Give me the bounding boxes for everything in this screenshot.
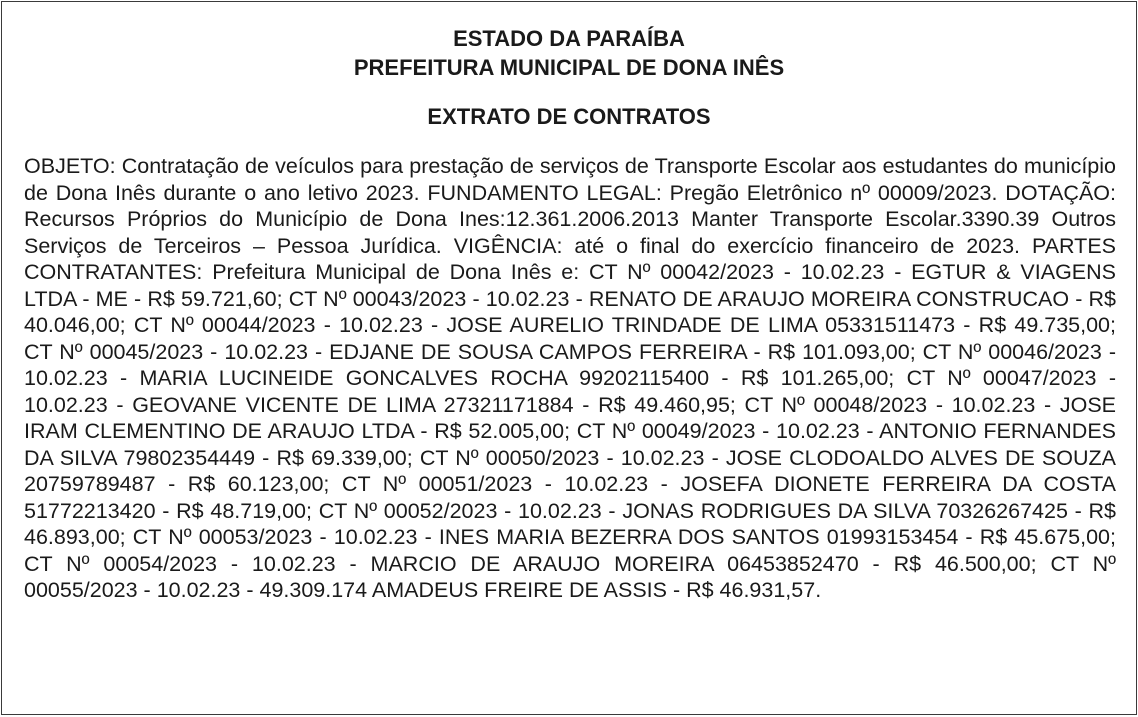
notice-title: EXTRATO DE CONTRATOS <box>427 104 711 129</box>
notice-header <box>2 2 1136 82</box>
notice-body: OBJETO: Contratação de veículos para prestação de serviços de Transporte Escolar aos estudantes do município de Dona Inês durante o ano letivo 2023. FUNDAMENTO LEGAL: Pregão Eletrônico nº 00009/2023. DOTAÇÃO: Recursos Próprios do Município de Dona Ines:12.361.2006.2013 Manter Transporte Escolar.3390.39 Outros Serviços de Terceiros – Pessoa Jurídica. VIGÊNCIA: até o final do exercício financeiro de 2023. PARTES CONTRATANTES: Prefeitura Municipal de Dona Inês e: CT Nº 00042/2023 - 10.02.23 - EGTUR & VIAGENS LTDA - ME - R$ 59.721,60; CT Nº 00043/2023 - 10.02.23 - RENATO DE ARAUJO MOREIRA CONSTRUCAO - R$ 40.046,00; CT Nº 00044/2023 - 10.02.23 - JOSE AURELIO TRINDADE DE LIMA 05331511473 - R$ 49.735,00; CT Nº 00045/2023 - 10.02.23 - EDJANE DE SOUSA CAMPOS FERREIRA - R$ 101.093,00; CT Nº 00046/2023 - 10.02.23 - MARIA LUCINEIDE GONCALVES ROCHA 99202115400 - R$ 101.265,00; CT Nº 00047/2023 - 10.02.23 - GEOVANE VICENTE DE LIMA 27321171884 - R$ 49.460,95; CT Nº 00048/2023 - 10.02.23 - JOSE IRAM CLEMENTINO DE ARAUJO LTDA - R$ 52.005,00; CT Nº 00049/2023 - 10.02.23 - ANTONIO FERNANDES DA SILVA 79802354449 - R$ 69.339,00; CT Nº 00050/2023 - 10.02.23 - JOSE CLODOALDO ALVES DE SOUZA 20759789487 - R$ 60.123,00; CT Nº 00051/2023 - 10.02.23 - JOSEFA DIONETE FERREIRA DA COSTA 51772213420 - R$ 48.719,00; CT Nº 00052/2023 - 10.02.23 - JONAS RODRIGUES DA SILVA 70326267425 - R$ 46.893,00; CT Nº 00053/2023 - 10.02.23 - INES MARIA BEZERRA DOS SANTOS 01993153454 - R$ 45.675,00; CT Nº 00054/2023 - 10.02.23 - MARCIO DE ARAUJO MOREIRA 06453852470 - R$ 46.500,00; CT Nº 00055/2023 - 10.02.23 - 49.309.174 AMADEUS FREIRE DE ASSIS - R$ 46.931,57. <box>24 154 1116 602</box>
municipality-name: PREFEITURA MUNICIPAL DE DONA INÊS <box>353 55 785 80</box>
state-name: ESTADO DA PARAÍBA <box>453 26 685 51</box>
contract-extract-notice <box>1 1 1137 715</box>
